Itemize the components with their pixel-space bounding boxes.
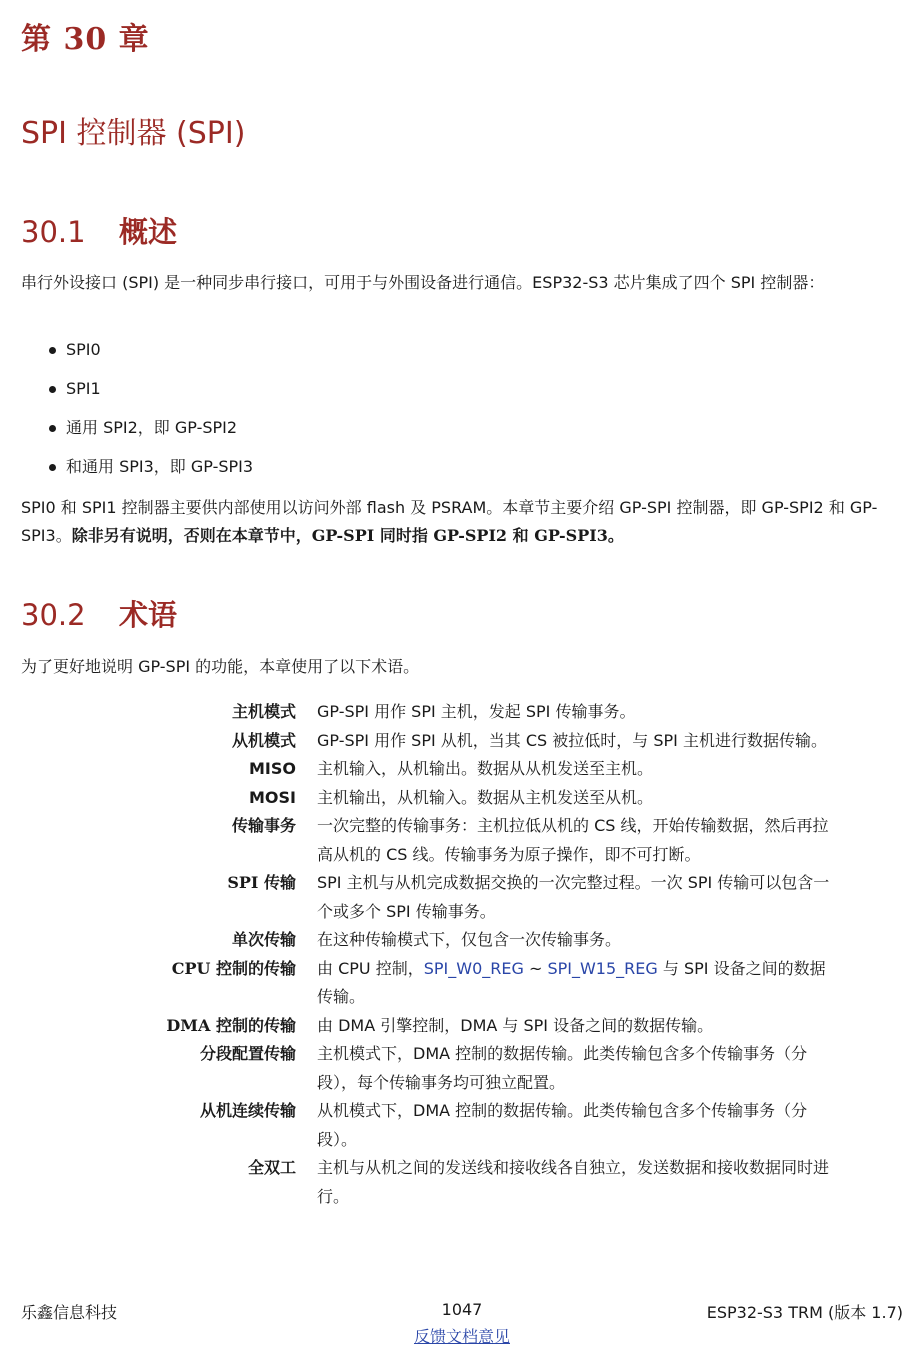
term: 主机模式 — [231, 702, 296, 721]
term-row — [120, 955, 850, 1012]
list-item: 通用 SPI2，即 GP-SPI2 — [47, 415, 253, 454]
term-definition: 主机与从机之间的发送线和接收线各自独立，发送数据和接收数据同时进行。 — [317, 1158, 830, 1206]
definition-text: 由 CPU 控制， — [317, 958, 424, 978]
term-definition: 从机模式下，DMA 控制的数据传输。此类传输包含多个传输事务（分段）。 — [317, 1101, 808, 1149]
section-name: 术语 — [119, 598, 178, 632]
term-row — [120, 869, 850, 926]
terminology-intro: 为了更好地说明 GP-SPI 的功能，本章使用了以下术语。 — [21, 657, 420, 676]
list-item: 和通用 SPI3，即 GP-SPI3 — [47, 454, 253, 493]
section-number: 30.1 — [21, 215, 86, 249]
chapter-heading: 第 30 章 — [21, 22, 150, 57]
term-definition: GP-SPI 用作 SPI 从机，当其 CS 被拉低时，与 SPI 主机进行数据传输。 — [317, 730, 827, 750]
term: CPU 控制的传输 — [171, 958, 296, 978]
note-plain: SPI0 和 SPI1 控制器主要供内部使用以访问外部 flash 及 PSRAM。本章节主要介绍 GP-SPI 控制器，即 GP-SPI2 和 GP-SPI3。 — [21, 498, 878, 545]
term-row — [120, 784, 850, 813]
term-row — [120, 926, 850, 955]
term-definition: 在这种传输模式下，仅包含一次传输事务。 — [317, 930, 622, 949]
term-row — [120, 755, 850, 784]
term-row — [120, 812, 850, 869]
definition-text: 与 SPI 设备之间的数据传输。 — [317, 958, 826, 1006]
term-row — [120, 1040, 850, 1097]
term: 从机模式 — [231, 730, 296, 750]
term-row — [120, 698, 850, 727]
term: 分段配置传输 — [199, 1044, 296, 1063]
overview-note — [21, 494, 906, 550]
terminology-list — [120, 698, 850, 1211]
overview-intro: 串行外设接口 (SPI) 是一种同步串行接口，可用于与外围设备进行通信。ESP32-S3 芯片集成了四个 SPI 控制器： — [21, 273, 825, 292]
section-heading-overview — [21, 210, 177, 251]
note-bold: 除非另有说明，否则在本章节中，GP-SPI 同时指 GP-SPI2 和 GP-SPI3。 — [71, 526, 624, 545]
term-row — [120, 1012, 850, 1041]
term: 全双工 — [247, 1158, 296, 1177]
term: DMA 控制的传输 — [166, 1015, 296, 1035]
footer-company: 乐鑫信息科技 — [21, 1303, 118, 1322]
term: MISO — [249, 759, 296, 778]
range-separator: ~ — [523, 958, 548, 978]
term-definition: 一次完整的传输事务：主机拉低从机的 CS 线，开始传输数据，然后再拉高从机的 CS 线。传输事务为原子操作，即不可打断。 — [317, 816, 829, 864]
term: 单次传输 — [231, 930, 296, 949]
term-definition: 主机输出，从机输入。数据从主机发送至从机。 — [317, 787, 654, 807]
section-name: 概述 — [119, 215, 178, 249]
term-definition: SPI 主机与从机完成数据交换的一次完整过程。一次 SPI 传输可以包含一个或多个 SPI 传输事务。 — [317, 873, 830, 921]
term: MOSI — [249, 787, 296, 807]
term-row — [120, 1097, 850, 1154]
feedback-link[interactable]: 反馈文档意见 — [413, 1327, 510, 1346]
term-definition: 主机模式下，DMA 控制的数据传输。此类传输包含多个传输事务（分段），每个传输事务均可独立配置。 — [317, 1044, 808, 1092]
term-definition: GP-SPI 用作 SPI 主机，发起 SPI 传输事务。 — [317, 702, 636, 721]
term-row — [120, 727, 850, 756]
term-definition — [317, 955, 839, 1012]
term: 传输事务 — [231, 816, 296, 835]
footer-page-number: 1047 — [441, 1300, 483, 1319]
chapter-title: SPI 控制器 (SPI) — [21, 116, 246, 151]
term-row — [120, 1154, 850, 1211]
term: 从机连续传输 — [199, 1101, 296, 1120]
footer-document-version: ESP32-S3 TRM (版本 1.7) — [706, 1303, 903, 1322]
register-link-w0[interactable]: SPI_W0_REG — [423, 958, 524, 978]
register-link-w15[interactable]: SPI_W15_REG — [547, 958, 658, 978]
term-definition: 由 DMA 引擎控制，DMA 与 SPI 设备之间的数据传输。 — [317, 1015, 714, 1035]
section-number: 30.2 — [21, 598, 86, 632]
list-item: SPI1 — [47, 376, 253, 415]
section-heading-terminology — [21, 593, 177, 634]
list-item: SPI0 — [47, 337, 253, 376]
term: SPI 传输 — [227, 873, 296, 892]
term-definition: 主机输入，从机输出。数据从从机发送至主机。 — [317, 759, 654, 778]
spi-controller-list — [47, 337, 253, 493]
